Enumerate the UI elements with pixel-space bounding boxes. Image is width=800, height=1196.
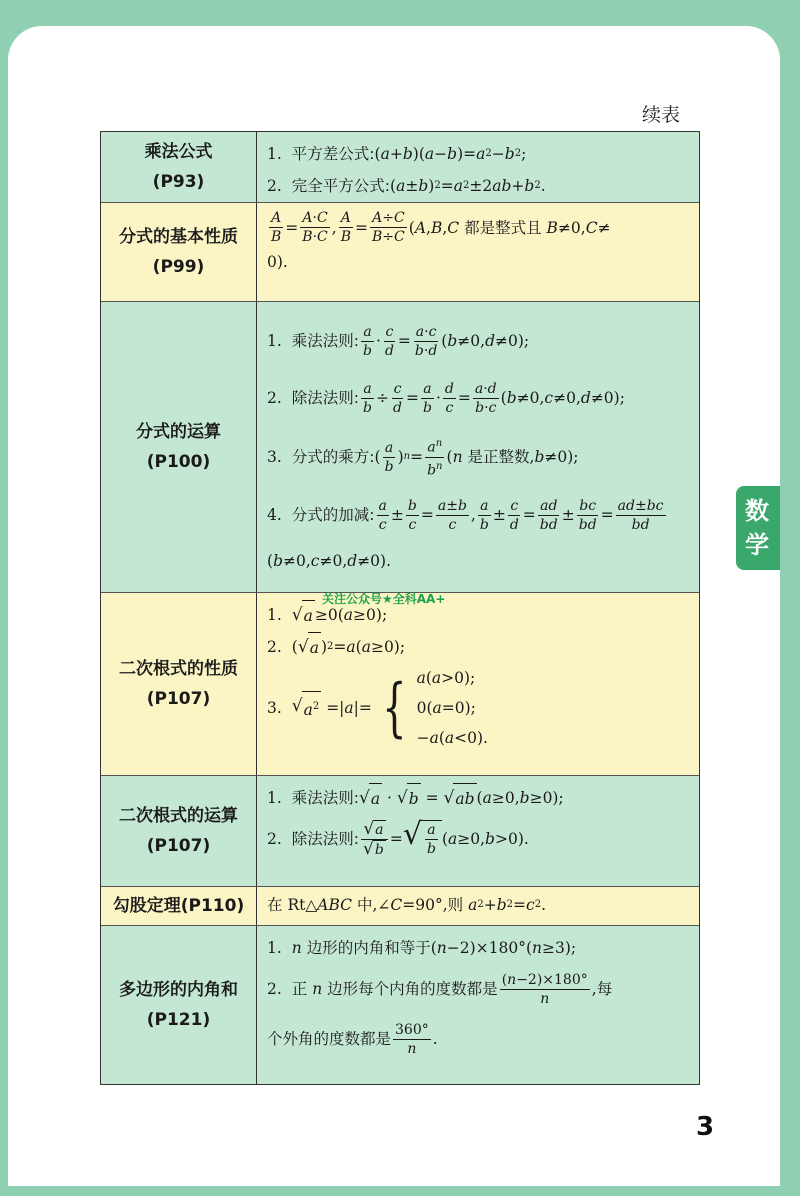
formula-line: 1. n 边形的内角和等于 ( n −2)×180°( n ≥3); <box>267 939 577 957</box>
row-content-cell <box>257 926 699 1084</box>
formula-line: 2. ( √ a ) 2 = a ( a ≥0); <box>267 631 691 663</box>
formula-line: 1. √ a ≥0( a ≥0); <box>267 599 691 631</box>
row-title-cell <box>101 926 257 1084</box>
subject-tab-char: 学 <box>745 531 771 559</box>
watermark: 关注公众号★全科AA+ <box>322 592 446 606</box>
subject-tab <box>736 486 780 570</box>
row-page-ref: (P99) <box>152 257 205 277</box>
formula-line: 1. 平方差公式: ( a + b )( a − b )= a 2 − b 2 ; <box>267 145 527 163</box>
row-page-ref: (P93) <box>152 172 205 192</box>
row-title-cell <box>101 203 257 301</box>
formula-line: $\frac{A}{B}$ = $\frac{A\cdot C}{B\cdot C}$ , $\frac{A}{B}$ = $\frac{A\div C}{B\div C}$ ( A , B , C 都是整式且 B ≠0, C ≠ <box>271 210 611 245</box>
formula-line: 2. 正 n 边形每个内角的度数都是 $\frac{(n-2)\times 180^\circ}{n}$ , 每 <box>267 971 613 1007</box>
table-row <box>101 132 699 202</box>
formula-line: 2. 除法法则: √ a √ b = √ $\frac{a}{b}$ ( a ≥0, b >0). <box>267 817 529 859</box>
formula-line: 2. 完全平方公式: ( a ± b ) 2 = a 2 ±2 ab + b 2 . <box>267 177 546 195</box>
formula-line: 在 Rt△ ABC 中 ,∠ C =90°, 则 a 2 + b 2 = c 2 . <box>267 896 547 914</box>
row-title-cell <box>101 302 257 592</box>
row-content-cell <box>257 887 699 925</box>
table-row <box>101 202 699 301</box>
row-content-cell <box>257 302 699 592</box>
row-title: 二次根式的性质 <box>119 659 238 679</box>
formula-line: 0). <box>267 253 288 271</box>
row-page-ref: (P107) <box>146 836 211 856</box>
row-title: 勾股定理(P110) <box>112 896 245 916</box>
subject-tab-char: 数 <box>745 497 771 525</box>
formula-line: ( b ≠0, c ≠0, d ≠0). <box>267 552 392 570</box>
row-title: 多边形的内角和 <box>119 980 238 1000</box>
continued-label: 续表 <box>642 104 681 126</box>
formula-line: 1. 乘法法则: √ a · √ b = √ ab ( a ≥0, b ≥0); <box>267 782 691 814</box>
row-page-ref: (P100) <box>146 452 211 472</box>
row-title: 乘法公式 <box>144 142 213 162</box>
page-number: 3 <box>696 1112 715 1142</box>
row-title: 分式的基本性质 <box>119 227 238 247</box>
table-row <box>101 301 699 592</box>
formula-line: 3. 分式的乘方: ( $\frac{a}{b}$ ) n = $\frac{a^n}{b^n}$ ( n 是正整数 , b ≠0); <box>267 428 691 486</box>
row-title-cell <box>101 887 257 925</box>
row-title-cell <box>101 776 257 886</box>
row-title: 分式的运算 <box>136 422 221 442</box>
row-content-cell <box>257 593 699 775</box>
formula-line: 1. 乘法法则: $\frac{a}{b}$ · $\frac{c}{d}$ = $\frac{a\cdot c}{b\cdot d}$ ( b ≠0, d ≠0); <box>267 323 530 359</box>
row-title-cell <box>101 132 257 202</box>
row-page-ref: (P121) <box>146 1010 211 1030</box>
table-row <box>101 592 699 775</box>
formula-line: 个外角的度数都是 $\frac{360^\circ}{n}$ . <box>267 1021 438 1057</box>
row-content-cell <box>257 776 699 886</box>
table-row <box>101 925 699 1084</box>
table-row <box>101 775 699 886</box>
formula-line: 2. 除法法则: $\frac{a}{b}$ ÷ $\frac{c}{d}$ = $\frac{a}{b}$ · $\frac{d}{c}$ = $\frac{a\cdot d}{b\cdot c}$ ( b ≠0, c ≠0, d ≠0); <box>267 380 625 416</box>
row-title: 二次根式的运算 <box>119 806 238 826</box>
formula-line: 3. √ $a^2$ =| a |= { a(a>0); 0(a=0); −a(a<0). <box>267 669 488 747</box>
row-content-cell <box>257 132 699 202</box>
table-row <box>101 886 699 925</box>
row-title-cell <box>101 593 257 775</box>
row-page-ref: (P107) <box>146 689 211 709</box>
formula-table <box>100 131 700 1085</box>
row-content-cell <box>257 203 699 301</box>
formula-line: 4. 分式的加减: $\frac{a}{c}$ ± $\frac{b}{c}$ = $\frac{a\pm b}{c}$ , $\frac{a}{b}$ ± $\frac{c}{d}$ = $\frac{ad}{bd}$ ± $\frac{bc}{bd}$ = $\frac{ad\pm bc}{bd}$ <box>267 497 664 533</box>
